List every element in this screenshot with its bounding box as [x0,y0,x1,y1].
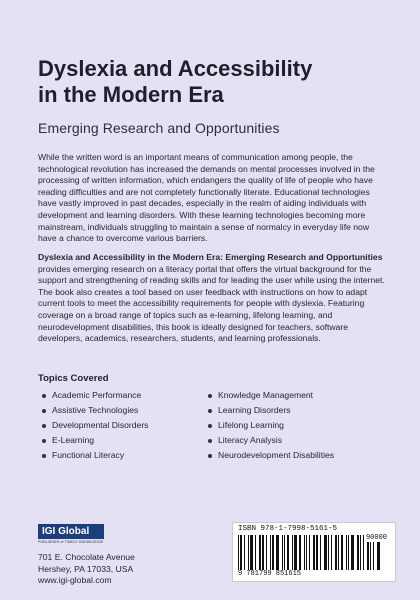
barcode-bar [248,535,249,571]
price-code: 90000 [365,534,387,542]
barcode-bar [284,535,285,571]
barcode-bar [299,535,301,571]
topic-item: Developmental Disorders [42,418,148,433]
topics-heading: Topics Covered [38,373,109,384]
isbn-number: ISBN 978-1-7998-5161-5 [238,525,338,533]
description-paragraph-1: While the written word is an important means of communication among people, the technological revolution has increased the demands on mental processes involved in the processing of written information, which endangers the quality of life of people who have reading difficulties and are not completely functionally literate. Educational technologies have vastly improved in past decades, especially in the realm of aiding individuals with development and learning disorders. With these learning technologies becoming more mainstream, individuals struggling to maintain a sense of normalcy in everyday life now have a chance to overcome various barriers. [38,152,375,244]
barcode-bar [324,535,327,571]
barcode-bar [244,535,245,571]
publisher-website: www.igi-global.com [38,575,112,585]
publisher-logo-wordmark: IGI Global [38,524,104,539]
topic-item: Academic Performance [42,388,148,403]
description-paragraph-2 [38,252,388,345]
book-subtitle: Emerging Research and Opportunities [38,120,280,136]
barcode-bar [272,535,274,571]
topic-item: Literacy Analysis [208,433,334,448]
publisher-address [38,552,135,587]
address-line-2: Hershey, PA 17033, USA [38,563,134,574]
book-title-line-2: in the Modern Era [38,82,224,107]
barcode-bar [287,535,289,571]
description-book-title-bold: Dyslexia and Accessibility in the Modern Era: Emerging Research and Opportunities [38,252,383,262]
barcode-bar [346,535,347,571]
barcode-bar [316,535,318,571]
barcode-bar [292,535,293,571]
topic-item: Lifelong Learning [208,418,334,433]
barcode-bar [240,535,242,571]
barcode-bar [255,535,256,571]
barcode-bar [331,535,332,571]
description-paragraph-2-text: provides emerging research on a literacy portal that offers the virtual background for the support and strengthening of reading skills and for leading the user while using the internet. The book also creates a tool based on user feedback with instructions on how to adapt current tools to meet the accessibility requirements for people with dyslexia. Featuring coverage on a broad range of topics such as e-learning, lifelong learning, and neurodevelopment disabilities, this book is ideally designed for teachers, software developers, academics, researchers, students, and learning professionals. [38,263,385,344]
barcode-bar [266,535,267,571]
barcode-bar [360,535,361,571]
barcode-bar [262,535,264,571]
barcode-bar [341,535,343,571]
topic-item: Functional Literacy [42,448,148,463]
topic-item: E-Learning [42,433,148,448]
publisher-logo-tagline: PUBLISHER of TIMELY KNOWLEDGE [38,540,104,544]
barcode-bar [282,535,283,571]
barcode-bar [351,535,354,571]
topics-list-left [42,388,148,463]
barcode-bar [294,535,297,571]
isbn-barcode [232,522,396,582]
barcode-bar [270,535,271,571]
topic-item: Assistive Technologies [42,403,148,418]
barcode-bar [338,535,339,571]
barcode-bar [335,535,337,571]
barcode-bar [276,535,279,571]
book-title [38,56,398,108]
barcode-bar [309,535,310,571]
topic-item: Neurodevelopment Disabilities [208,448,334,463]
barcode-bar [328,535,329,571]
barcode-bar [320,535,321,571]
barcode-bar [357,535,359,571]
barcode-bar [348,535,349,571]
barcode-bar [238,535,239,571]
book-title-line-1: Dyslexia and Accessibility [38,56,313,81]
barcode-bar [250,535,253,571]
topic-item: Learning Disorders [208,403,334,418]
publisher-logo [38,524,104,546]
topic-item: Knowledge Management [208,388,334,403]
topics-list-right [208,388,334,463]
barcode-bar [306,535,307,571]
barcode-digits: 9 781799 851615 [238,570,390,578]
barcode-bar [304,535,305,571]
barcode-bar [313,535,315,571]
barcode-bar [259,535,261,571]
address-line-1: 701 E. Chocolate Avenue [38,552,135,562]
